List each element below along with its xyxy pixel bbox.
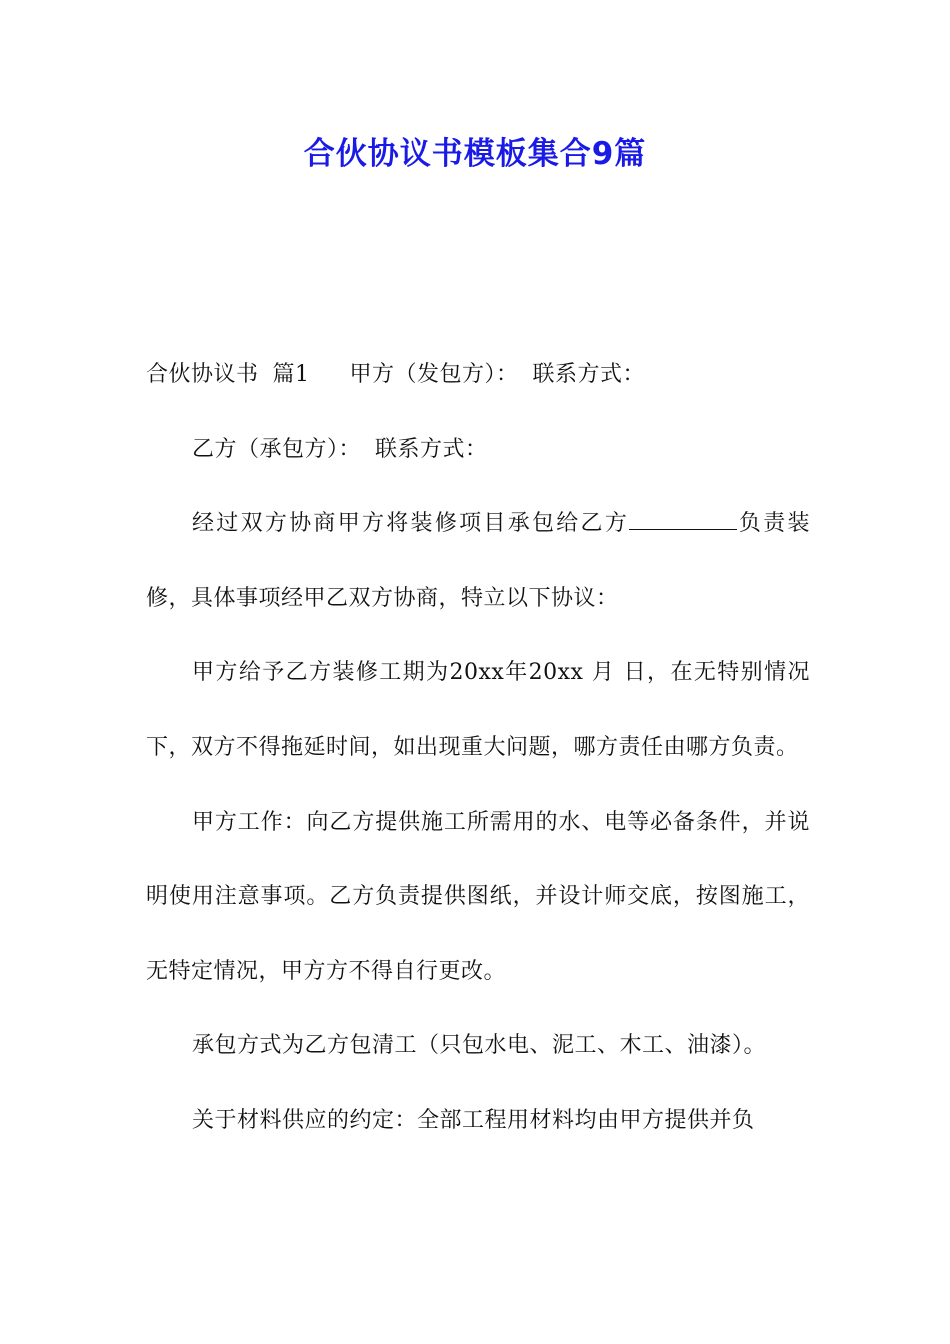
party-a-label: 甲方（发包方）：	[349, 362, 519, 387]
section-number: 篇1	[272, 362, 310, 387]
paragraph-agreement-intro	[146, 487, 810, 636]
doc-label: 合伙协议书	[146, 362, 259, 387]
paragraph-schedule: 甲方给予乙方装修工期为20xx年20xx 月 日，在无特别情况下，双方不得拖延时间，如出现重大问题，哪方责任由哪方负责。	[146, 660, 810, 760]
paragraph-party-b	[146, 413, 810, 488]
paragraph-party-a-work: 甲方工作：向乙方提供施工所需用的水、电等必备条件，并说明使用注意事项。乙方负责提供图纸，并设计师交底，按图施工，无特定情况，甲方方不得自行更改。	[146, 809, 810, 984]
agreement-intro-text-a: 经过双方协商甲方将装修项目承包给乙方	[192, 511, 630, 537]
party-b-label: 乙方（承包方）：	[192, 436, 362, 462]
party-a-contact-label: 联系方式：	[532, 362, 646, 387]
paragraph-materials: 关于材料供应的约定：全部工程用材料均由甲方提供并负	[192, 1107, 755, 1133]
heading-line	[146, 338, 810, 413]
document-body	[146, 338, 810, 1159]
party-b-contact-label: 联系方式：	[375, 436, 488, 462]
agreement-intro-text-b: 负责装修，具体事项经甲乙双方协商，特立以下协议：	[146, 511, 810, 611]
document-title: 合伙协议书模板集合9篇	[303, 136, 647, 172]
blank-line	[629, 507, 737, 530]
paragraph-contract-method: 承包方式为乙方包清工（只包水电、泥工、木工、油漆）。	[192, 1033, 767, 1059]
